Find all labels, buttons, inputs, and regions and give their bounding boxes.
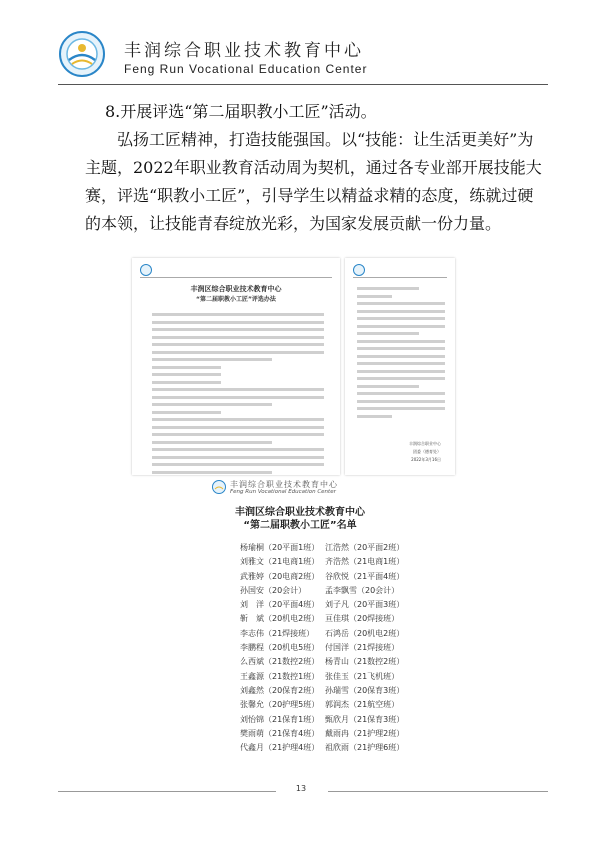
signature-org: 丰润综合职业中心 <box>409 441 441 446</box>
mini-logo-icon <box>140 264 152 276</box>
mini-logo-icon <box>353 264 365 276</box>
list-item: 张馨允（20护理5班） <box>240 700 320 710</box>
list-item: 刘怡锦（21保育1班） <box>240 714 320 724</box>
list-item: 樊雨萌（21保育4班） <box>240 728 320 738</box>
section-paragraph: 弘扬工匠精神，打造技能强国。以“技能：让生活更美好”为主题，2022年职业教育活动周为契机，通过各专业部开展技能大赛，评选“职教小工匠”，引导学生以精益求精的态度，练就过硬的本领，让技能青春绽放光彩，为国家发展贡献一份力量。 <box>85 130 542 233</box>
thumbnail-title: 丰润区综合职业技术教育中心 <box>190 285 282 293</box>
header-title-en: Feng Run Vocational Education Center <box>124 62 368 76</box>
document-thumbnail-rules <box>132 258 340 475</box>
list-item: 亘佳琪（20焊接班） <box>325 614 400 624</box>
list-item: 武雅婷（20电商2班） <box>240 571 320 581</box>
document-thumbnail-notice <box>345 258 455 475</box>
list-item: 齐浩然（21电商1班） <box>325 557 405 567</box>
name-list-right-column <box>325 541 404 755</box>
name-list-subtitle: “第二届职教小工匠”名单 <box>243 520 357 531</box>
mini-logo-icon <box>212 480 226 494</box>
signature-sub: 团委（德育处） <box>413 449 441 454</box>
list-item: 张佳玉（21飞机班） <box>325 671 400 681</box>
footer-rule-right <box>328 791 548 792</box>
list-item: 孙国安（20会计） <box>240 585 307 595</box>
name-list-left-column <box>240 541 319 755</box>
list-item: 石鸿岳（20机电2班） <box>325 628 405 638</box>
list-item: 付国洋（21焊接班） <box>325 643 400 653</box>
list-item: 孙瑞雪（20保育3班） <box>325 685 405 695</box>
name-list-header <box>212 478 432 498</box>
main-text <box>85 98 545 238</box>
list-item: 祖欣雨（21护理6班） <box>325 743 405 753</box>
list-item: 谷欣悦（21平面4班） <box>325 571 405 581</box>
name-list-org-en: Feng Run Vocational Education Center <box>230 489 336 495</box>
list-item: 王鑫源（21数控1班） <box>240 671 320 681</box>
list-item: 孟李飘雪（20会计） <box>325 585 400 595</box>
list-item: 李志伟（21焊接班） <box>240 628 315 638</box>
list-item: 江浩然（20平面2班） <box>325 543 405 552</box>
list-item: 刘 洋（20平面4班） <box>240 600 320 610</box>
thumbnail-body-lines <box>152 310 324 475</box>
page-header <box>58 30 558 80</box>
list-item: 刘鑫然（20保育2班） <box>240 685 320 695</box>
section-heading: 8.开展评选“第二届职教小工匠”活动。 <box>105 102 377 121</box>
name-list-org-cn: 丰润综合职业技术教育中心 <box>230 480 338 489</box>
list-item: 代鑫月（21护理4班） <box>240 743 320 753</box>
thumbnail-body-lines <box>357 284 445 422</box>
thumbnail-signature <box>409 440 441 464</box>
thumbnail-divider <box>140 277 332 278</box>
list-item: 郭润杰（21航空班） <box>325 700 400 710</box>
list-item: 么西斌（21数控2班） <box>240 657 320 667</box>
list-item: 刘雅文（21电商1班） <box>240 557 320 567</box>
header-title-cn: 丰润综合职业技术教育中心 <box>124 41 364 61</box>
list-item: 杨青山（21数控2班） <box>325 657 405 667</box>
list-item: 戴雨冉（21护理2班） <box>325 728 405 738</box>
list-item: 刘子凡（20平面3班） <box>325 600 405 610</box>
list-item: 甄欣月（21保育3班） <box>325 714 405 724</box>
list-item: 杨瑜桐（20平面1班） <box>240 543 320 552</box>
thumbnail-subtitle: “第二届职教小工匠”评选办法 <box>196 296 276 303</box>
list-item: 靳 斌（20机电2班） <box>240 614 320 624</box>
thumbnail-divider <box>353 277 447 278</box>
page-number: 13 <box>295 784 307 793</box>
footer-rule-left <box>58 791 276 792</box>
list-item: 李鹏程（20机电5班） <box>240 643 320 653</box>
signature-date: 2022年3月16日 <box>411 457 441 462</box>
school-logo-icon <box>58 30 106 78</box>
name-list-title: 丰润区综合职业技术教育中心 <box>235 507 365 518</box>
header-divider <box>58 84 548 85</box>
